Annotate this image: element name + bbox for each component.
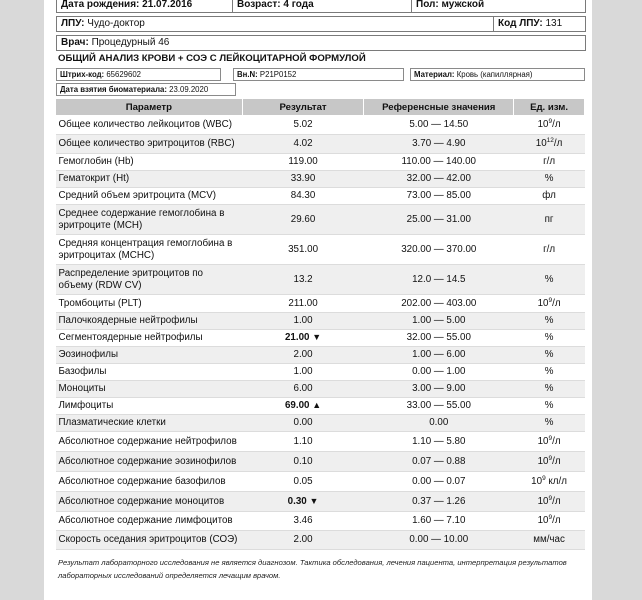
result-value: 33.90 [290,173,316,185]
unit-suffix: /л [552,495,561,507]
result-cell [242,205,364,235]
table-row [56,492,585,512]
unit-base: % [544,273,554,285]
result-cell [242,347,364,364]
result-value: 1.00 [293,366,313,378]
result-value: 0.05 [293,475,313,487]
reference-cell: 25.00 — 31.00 [364,205,514,235]
parameter-cell: Палочкоядерные нейтрофилы [56,313,243,330]
patient-info-row [56,0,586,13]
unit-base: 10 [537,515,549,527]
unit-cell [514,330,585,347]
table-row [56,512,585,531]
lpu-value: Чудо-доктор [87,18,145,29]
unit-cell [514,154,585,171]
unit-base: % [544,366,554,378]
table-row [56,330,585,347]
dob-value: 21.07.2016 [142,0,193,10]
reference-cell: 0.00 [364,415,514,432]
unit-suffix: /л [552,119,561,131]
parameter-cell: Абсолютное содержание базофилов [56,472,243,492]
high-flag-icon: ▲ [312,400,322,411]
unit-suffix: /л [552,455,561,467]
unit-cell [514,452,585,472]
parameter-cell: Моноциты [56,381,243,398]
reference-cell: 32.00 — 42.00 [364,171,514,188]
parameter-cell: Тромбоциты (PLT) [56,295,243,313]
result-value: 119.00 [288,156,318,168]
lpu-code-label: Код ЛПУ: [498,18,543,29]
unit-suffix: /л [552,297,561,309]
table-row [56,531,585,550]
reference-cell: 0.00 — 0.07 [364,472,514,492]
result-value: 3.46 [293,515,313,527]
low-flag-icon: ▼ [309,495,319,506]
reference-cell: 33.00 — 55.00 [364,398,514,415]
unit-cell [514,492,585,512]
unit-base: г/л [543,156,556,168]
internal-number-field [233,68,404,81]
header-result: Результат [242,99,364,116]
table-header-row [56,99,585,116]
parameter-cell: Средняя концентрация гемоглобина в эритроцитах (MCHC) [56,235,243,265]
age-label: Возраст: [237,0,281,10]
parameter-cell: Средний объем эритроцита (MCV) [56,188,243,205]
reference-cell: 5.00 — 14.50 [364,116,514,135]
table-row [56,116,585,135]
result-cell [242,432,364,452]
table-row [56,432,585,452]
unit-cell [514,347,585,364]
internal-number-label: Вн.N: [237,70,258,79]
reference-cell: 0.00 — 10.00 [364,531,514,550]
unit-cell [514,205,585,235]
result-cell [242,154,364,171]
disclaimer-note: Результат лабораторного исследования не является диагнозом. Тактика обследования, лечения пациента, интерпретация результатов лабораторных исследований определяется лечащим врачом. [58,558,567,580]
doctor-label: Врач: [61,37,89,48]
material-label: Материал: [414,70,455,79]
table-row [56,235,585,265]
age-value: 4 года [283,0,314,10]
unit-exponent: 9 [548,514,553,522]
sample-date-field [56,83,236,96]
parameter-cell: Гемоглобин (Hb) [56,154,243,171]
parameter-cell: Распределение эритроцитов по объему (RDW CV) [56,265,243,295]
unit-exponent: 9 [548,296,553,304]
unit-cell [514,188,585,205]
result-cell [242,531,364,550]
result-cell [242,472,364,492]
unit-cell [514,135,585,154]
result-cell [242,235,364,265]
dob-label: Дата рождения: [61,0,140,10]
header-parameter: Параметр [56,99,243,116]
result-value: 351.00 [288,243,319,255]
material-field [410,68,585,81]
result-value: 21.00 [284,332,310,344]
table-row [56,398,585,415]
header-unit: Ед. изм. [514,99,585,116]
parameter-cell: Эозинофилы [56,347,243,364]
result-cell [242,171,364,188]
unit-suffix: /л [552,435,561,447]
age-field [233,0,411,12]
unit-base: 10 [531,475,543,487]
unit-cell [514,472,585,492]
unit-suffix: кл/л [545,475,567,487]
result-cell [242,135,364,154]
barcode-field [56,68,221,81]
unit-exponent: 9 [548,494,553,502]
unit-base: 10 [537,495,549,507]
result-cell [242,295,364,313]
parameter-cell: Среднее содержание гемоглобина в эритроците (MCH) [56,205,243,235]
sex-field [412,0,585,12]
unit-cell [514,512,585,531]
unit-base: % [544,400,554,412]
table-row [56,188,585,205]
unit-base: 10 [537,455,549,467]
unit-base: % [544,315,554,327]
lpu-label: ЛПУ: [61,18,85,29]
sample-date-value: 23.09.2020 [169,85,209,94]
table-row [56,313,585,330]
material-value: Кровь (капиллярная) [456,70,533,79]
unit-cell [514,381,585,398]
parameter-cell: Общее количество эритроцитов (RBC) [56,135,243,154]
table-row [56,205,585,235]
sex-value: мужской [441,0,485,10]
reference-cell: 0.07 — 0.88 [364,452,514,472]
reference-cell: 73.00 — 85.00 [364,188,514,205]
result-cell [242,330,364,347]
result-value: 0.10 [293,455,313,467]
internal-number-value: P21P0152 [259,70,297,79]
parameter-cell: Скорость оседания эритроцитов (СОЭ) [56,531,243,550]
unit-exponent: 9 [548,434,553,442]
unit-base: 10 [535,138,547,150]
result-value: 0.30 [287,495,307,507]
lpu-code-value: 131 [545,18,563,29]
barcode-value: 65629602 [106,70,142,79]
result-value: 6.00 [293,383,313,395]
result-value: 211.00 [288,297,318,309]
parameter-cell: Плазматические клетки [56,415,243,432]
result-value: 84.30 [290,190,316,202]
table-row [56,415,585,432]
unit-cell [514,295,585,313]
unit-exponent: 12 [546,137,554,145]
unit-base: фл [542,190,556,202]
unit-base: г/л [543,243,556,255]
unit-exponent: 9 [542,474,546,482]
reference-cell: 0.37 — 1.26 [364,492,514,512]
table-row [56,452,585,472]
table-row [56,171,585,188]
parameter-cell: Абсолютное содержание эозинофилов [56,452,243,472]
result-value: 13.2 [293,273,313,285]
result-value: 1.10 [293,435,313,447]
unit-suffix: /л [553,138,563,150]
table-row [56,472,585,492]
result-value: 1.00 [293,315,313,327]
unit-exponent: 9 [548,118,553,126]
parameter-cell: Абсолютное содержание лимфоцитов [56,512,243,531]
reference-cell: 320.00 — 370.00 [364,235,514,265]
result-value: 0.00 [293,417,313,429]
table-row [56,135,585,154]
unit-base: 10 [537,297,549,309]
reference-cell: 12.0 — 14.5 [364,265,514,295]
table-row [56,154,585,171]
doctor-field [57,36,585,50]
reference-cell: 1.10 — 5.80 [364,432,514,452]
unit-cell [514,398,585,415]
reference-cell: 3.70 — 4.90 [364,135,514,154]
lpu-field [57,17,493,31]
lpu-code-field [494,17,586,31]
unit-base: % [544,332,554,344]
reference-cell: 0.00 — 1.00 [364,364,514,381]
reference-cell: 1.60 — 7.10 [364,512,514,531]
result-value: 29.60 [290,213,316,225]
unit-base: % [544,173,554,185]
reference-cell: 3.00 — 9.00 [364,381,514,398]
result-cell [242,398,364,415]
table-row [56,347,585,364]
parameter-cell: Абсолютное содержание нейтрофилов [56,432,243,452]
unit-cell [514,235,585,265]
unit-cell [514,531,585,550]
result-value: 5.02 [293,119,313,131]
result-value: 2.00 [293,534,313,546]
sample-date-label: Дата взятия биоматериала: [60,85,167,94]
unit-base: пг [544,213,554,225]
reference-cell: 1.00 — 6.00 [364,347,514,364]
unit-base: % [544,383,554,395]
unit-cell [514,313,585,330]
table-row [56,295,585,313]
reference-cell: 202.00 — 403.00 [364,295,514,313]
unit-cell [514,432,585,452]
header-reference: Референсные значения [364,99,514,116]
result-value: 69.00 [284,400,310,412]
dob-field [57,0,232,12]
barcode-label: Штрих-код: [60,70,105,79]
unit-cell [514,171,585,188]
unit-base: 10 [537,119,549,131]
unit-cell [514,415,585,432]
parameter-cell: Базофилы [56,364,243,381]
result-cell [242,381,364,398]
result-cell [242,313,364,330]
table-row [56,364,585,381]
parameter-cell: Гематокрит (Ht) [56,171,243,188]
unit-base: % [544,417,554,429]
reference-cell: 1.00 — 5.00 [364,313,514,330]
doctor-value: Процедурный 46 [91,37,170,48]
parameter-cell: Лимфоциты [56,398,243,415]
result-cell [242,364,364,381]
result-value: 2.00 [293,349,313,361]
unit-cell [514,116,585,135]
low-flag-icon: ▼ [312,332,322,343]
result-cell [242,415,364,432]
reference-cell: 32.00 — 55.00 [364,330,514,347]
result-cell [242,188,364,205]
parameter-cell: Сегментоядерные нейтрофилы [56,330,243,347]
table-row [56,265,585,295]
unit-base: мм/час [533,534,565,546]
parameter-cell: Общее количество лейкоцитов (WBC) [56,116,243,135]
unit-cell [514,364,585,381]
unit-cell [514,265,585,295]
doctor-row [56,35,586,51]
test-title: ОБЩИЙ АНАЛИЗ КРОВИ + СОЭ С ЛЕЙКОЦИТАРНОЙ ФОРМУЛОЙ [58,53,366,64]
lpu-row [56,16,586,32]
unit-suffix: /л [552,515,561,527]
result-cell [242,492,364,512]
result-cell [242,512,364,531]
lab-report-sheet [44,0,592,600]
parameter-cell: Абсолютное содержание моноцитов [56,492,243,512]
reference-cell: 110.00 — 140.00 [364,154,514,171]
unit-base: 10 [537,435,549,447]
table-row [56,381,585,398]
result-cell [242,116,364,135]
unit-base: % [544,349,554,361]
result-cell [242,265,364,295]
sex-label: Пол: [416,0,439,10]
unit-exponent: 9 [548,454,553,462]
results-table [55,98,585,550]
result-cell [242,452,364,472]
result-value: 4.02 [293,138,313,150]
